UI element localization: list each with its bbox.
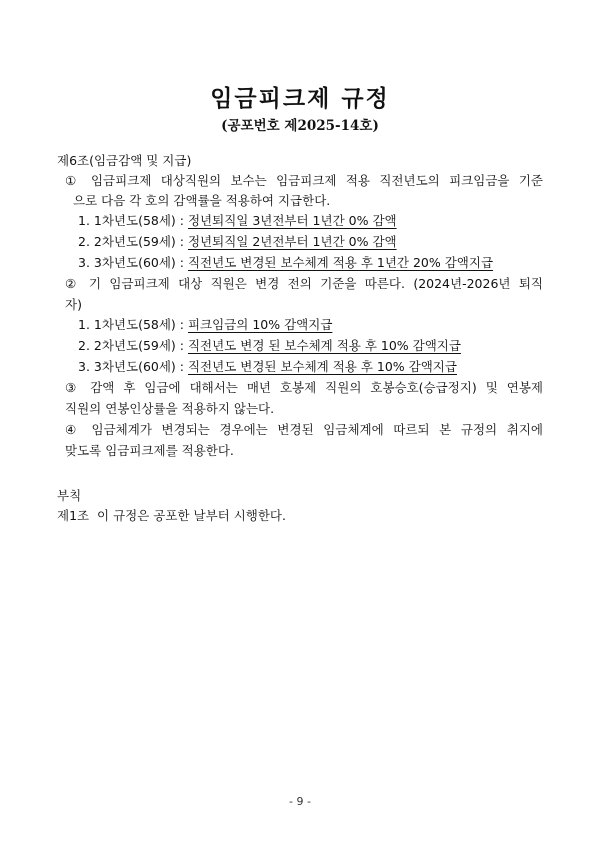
paragraph-2-line-1: ② 기 임금피크제 대상 직원은 변경 전의 기준을 따른다. (2024년-2026년 퇴직 xyxy=(65,276,543,291)
list1-item-3-label: 3. 3차년도(60세) : xyxy=(78,255,188,270)
paragraph-1-line-1: ① 임금피크제 대상직원의 보수는 임금피크제 적용 직전년도의 피크임금을 기준 xyxy=(65,173,543,188)
paragraph-3-line-1: ③ 감액 후 임금에 대해서는 매년 호봉제 직원의 호봉승호(승급정지) 및 연봉제 xyxy=(65,380,543,395)
document-subtitle: (공포번호 제2025-14호) xyxy=(221,118,379,134)
paragraph-4-line-1: ④ 임금체계가 변경되는 경우에는 변경된 임금체계에 따르되 본 규정의 취지에 xyxy=(65,422,543,437)
list1-item-2 xyxy=(78,233,397,251)
supplementary-article-1: 제1조 이 규정은 공포한 날부터 시행한다. xyxy=(57,508,286,523)
list1-item-1-text: 정년퇴직일 3년전부터 1년간 0% 감액 xyxy=(187,213,397,228)
paragraph-1-line-2: 으로 다음 각 호의 감액률을 적용하여 지급한다. xyxy=(73,193,331,208)
document-title: 임금피크제 규정 xyxy=(210,85,390,112)
list1-item-3-text: 직전년도 변경된 보수체계 적용 후 1년간 20% 감액지급 xyxy=(187,255,494,270)
list1-item-2-label: 2. 2차년도(59세) : xyxy=(78,234,188,249)
paragraph-3-line-2: 직원의 연봉인상률을 적용하지 않는다. xyxy=(65,401,275,416)
list2-item-3-text: 직전년도 변경된 보수체계 적용 후 10% 감액지급 xyxy=(187,359,457,374)
paragraph-2-line-2: 자) xyxy=(65,297,82,312)
list1-item-1-label: 1. 1차년도(58세) : xyxy=(78,213,188,228)
list2-item-2-text: 직전년도 변경 된 보수체계 적용 후 10% 감액지급 xyxy=(187,338,461,353)
list2-item-1-text: 피크임금의 10% 감액지급 xyxy=(187,317,333,332)
list2-item-1-label: 1. 1차년도(58세) : xyxy=(78,317,188,332)
list2-item-2 xyxy=(78,337,461,355)
article-6-heading: 제6조(임금감액 및 지급) xyxy=(57,153,192,168)
paragraph-4-line-2: 맞도록 임금피크제를 적용한다. xyxy=(65,443,234,458)
list2-item-1 xyxy=(78,316,332,334)
supplementary-heading: 부칙 xyxy=(57,488,82,503)
list1-item-2-text: 정년퇴직일 2년전부터 1년간 0% 감액 xyxy=(187,234,397,249)
list2-item-3-label: 3. 3차년도(60세) : xyxy=(78,359,188,374)
list2-item-2-label: 2. 2차년도(59세) : xyxy=(78,338,188,353)
page-number: - 9 - xyxy=(289,795,311,808)
list2-item-3 xyxy=(78,358,457,376)
list1-item-3 xyxy=(78,254,493,272)
list1-item-1 xyxy=(78,212,397,230)
